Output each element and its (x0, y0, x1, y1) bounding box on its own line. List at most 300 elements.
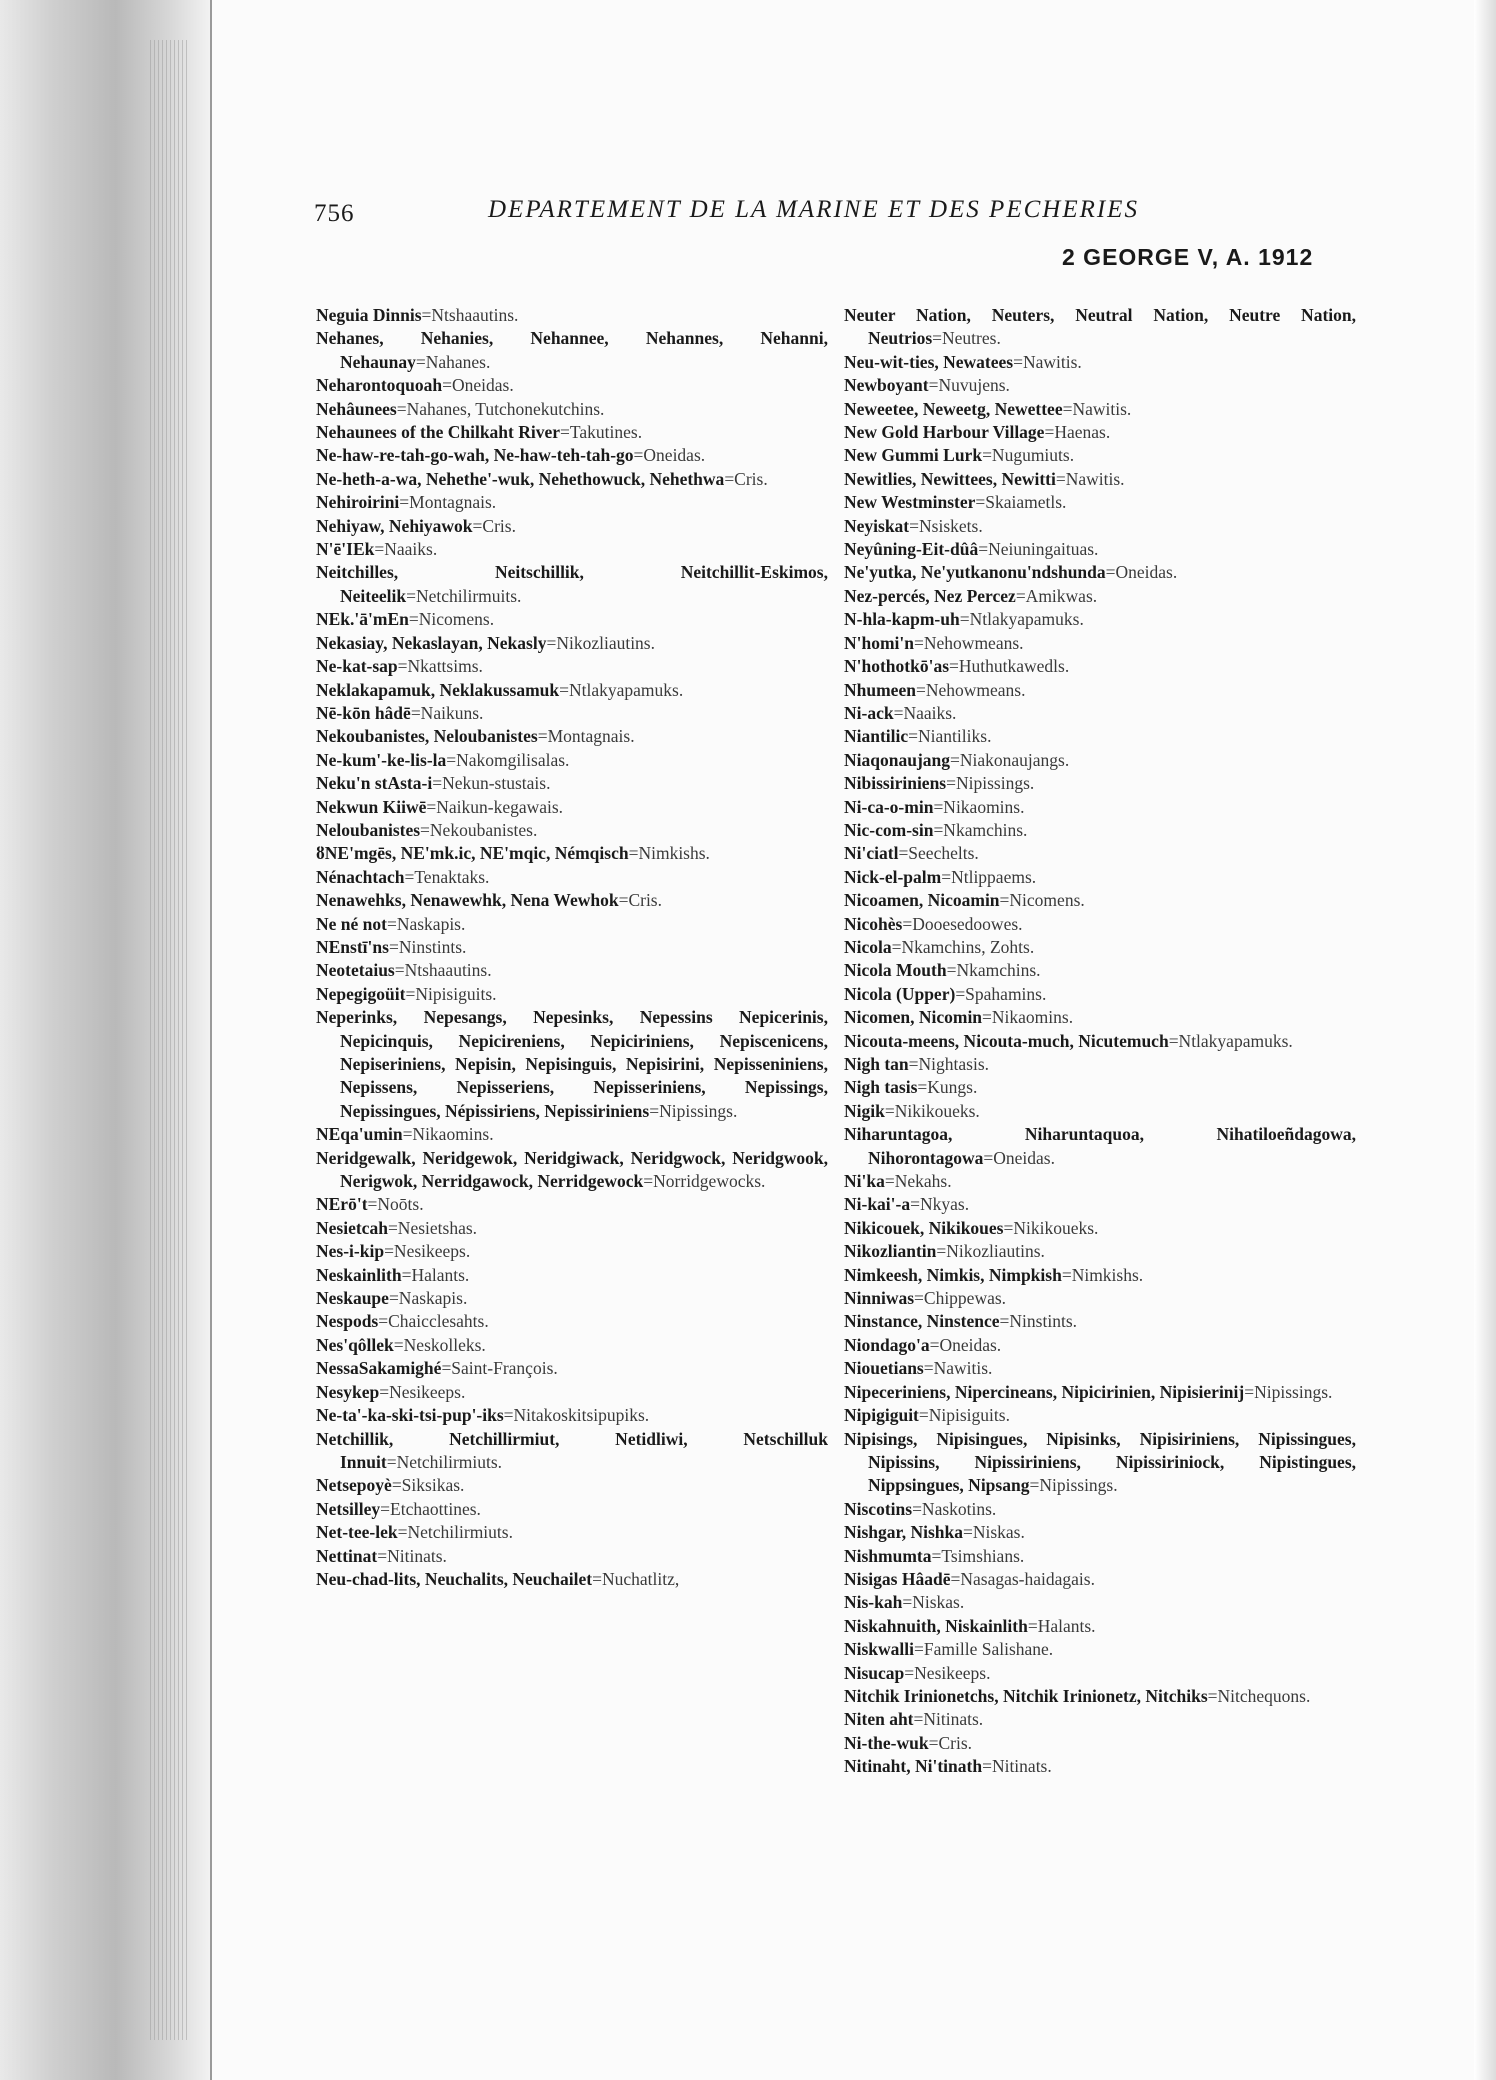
index-entry (844, 1240, 1356, 1263)
index-entry (844, 1053, 1356, 1076)
index-entry (844, 702, 1356, 725)
entry-headword: Niaqonaujang (844, 749, 951, 770)
entry-headword: Neridgewalk, Neridgewok, Neridgiwack, Neridgwock, Neridgwook, Nerigwok, Nerridgawock, Nerridgewock (316, 1147, 828, 1192)
entry-headword: Neperinks, Nepesangs, Nepesinks, Nepessins Nepicerinis, Nepicinquis, Nepicireniens, Nepiciriniens, Nepiscenicens, Nepiseriniens, Nepisin, Nepisinguis, Nepisirini, Nepisseniniens, Nepissens, Nepisseriens, Nepisseriniens, Nepissings, Nepissingues, Népissiriens, Nepissiriniens (316, 1007, 828, 1121)
entry-headword: Ninniwas (844, 1288, 915, 1309)
entry-headword: Nespods (316, 1311, 379, 1332)
entry-headword: Niouetians (844, 1358, 924, 1379)
entry-headword: Neloubanistes (316, 819, 421, 840)
index-entry (316, 1147, 828, 1194)
entry-equivalent: =Niskas. (902, 1592, 965, 1613)
index-entry (316, 327, 828, 374)
entry-equivalent: =Naikun-kegawais. (426, 796, 564, 817)
entry-equivalent: =Nightasis. (908, 1054, 990, 1074)
entry-headword: Ni'ka (844, 1171, 885, 1192)
index-entry (316, 608, 828, 631)
entry-equivalent: =Niantiliks. (908, 726, 992, 747)
entry-headword: Neguia Dinnis (316, 305, 422, 325)
entry-equivalent: =Nipissings. (1244, 1381, 1333, 1402)
entry-equivalent: =Haenas. (1044, 422, 1111, 443)
index-entry (316, 749, 828, 772)
entry-equivalent: =Nitinats. (982, 1756, 1052, 1777)
entry-equivalent: =Naaiks. (893, 702, 957, 723)
entry-equivalent: =Nimkishs. (628, 843, 710, 864)
entry-headword: Niscotins (844, 1498, 913, 1519)
index-entry (844, 351, 1356, 374)
index-entry (844, 1170, 1356, 1193)
entry-equivalent: =Niskas. (962, 1522, 1025, 1543)
entry-headword: Ni-kai'-a (844, 1194, 911, 1215)
entry-equivalent: =Nsiskets. (909, 515, 983, 536)
index-entry (844, 1006, 1356, 1029)
index-entry (844, 444, 1356, 467)
entry-equivalent: =Niakonaujangs. (950, 749, 1070, 770)
entry-headword: Niskwalli (844, 1639, 915, 1660)
entry-equivalent: =Ntlakyapamuks. (559, 679, 684, 700)
entry-equivalent: =Naskapis. (386, 913, 466, 934)
index-entry (316, 866, 828, 889)
entry-headword: NEk.'ā'mEn (316, 609, 409, 630)
index-entry (844, 1545, 1356, 1568)
index-entry (844, 959, 1356, 982)
entry-equivalent: =Nikikoueks. (884, 1100, 980, 1121)
entry-headword: Nimkeesh, Nimkis, Nimpkish (844, 1264, 1062, 1285)
entry-headword: Nehâunees (316, 398, 397, 419)
index-entry (844, 1404, 1356, 1427)
entry-equivalent: =Nikaomins. (933, 796, 1025, 817)
entry-headword: N'ē'IEk (316, 539, 375, 560)
index-entry (844, 983, 1356, 1006)
entry-headword: Nis-kah (844, 1592, 903, 1613)
entry-equivalent: =Nkattsims. (397, 656, 483, 677)
entry-headword: Netsepoyè (316, 1475, 392, 1496)
entry-headword: Nigh tasis (844, 1077, 918, 1098)
entry-headword: New Westminster (844, 492, 976, 513)
index-entry (844, 1264, 1356, 1287)
index-entry (316, 561, 828, 608)
entry-headword: Ne né not (316, 913, 387, 934)
entry-headword: Neotetaius (316, 960, 395, 981)
index-entry (316, 1545, 828, 1568)
index-entry (844, 608, 1356, 631)
entry-equivalent: =Neutres. (932, 328, 1001, 349)
entry-equivalent: =Halants. (1027, 1615, 1096, 1636)
entry-headword: Nehaunees of the Chilkaht River (316, 422, 561, 443)
index-entry (844, 1310, 1356, 1333)
entry-headword: Nishgar, Nishka (844, 1522, 963, 1543)
index-entry (844, 1521, 1356, 1544)
index-entry (316, 304, 828, 327)
index-entry (844, 1428, 1356, 1498)
index-entry (844, 749, 1356, 772)
index-entry (316, 702, 828, 725)
entry-headword: Nitinaht, Ni'tinath (844, 1756, 983, 1777)
entry-headword: Nes-i-kip (316, 1241, 385, 1262)
entry-headword: Nicola (Upper) (844, 983, 956, 1004)
entry-headword: Nicola Mouth (844, 960, 947, 981)
entry-equivalent: =Neskolleks. (393, 1334, 486, 1355)
entry-equivalent: =Nuchatlitz, (592, 1568, 680, 1589)
entry-headword: ȣNE'mgēs, NE'mk.ic, NE'mqic, Némqisch (316, 843, 629, 864)
right-column (844, 304, 1356, 1779)
entry-equivalent: =Cris. (928, 1732, 973, 1753)
entry-headword: Ne-haw-re-tah-go-wah, Ne-haw-teh-tah-go (316, 445, 634, 466)
entry-equivalent: =Seechelts. (898, 843, 979, 864)
entry-headword: NEnstī'ns (316, 936, 389, 957)
index-entry (316, 421, 828, 444)
entry-headword: Nettinat (316, 1545, 378, 1566)
entry-equivalent: =Ntshaautins. (394, 960, 492, 981)
entry-headword: Nisucap (844, 1662, 905, 1683)
entry-equivalent: =Nekoubanistes. (420, 819, 538, 840)
index-entry (316, 819, 828, 842)
index-entry (844, 889, 1356, 912)
entry-equivalent: =Nawitis. (923, 1358, 993, 1379)
entry-equivalent: =Nuvujens. (928, 375, 1010, 396)
entry-equivalent: =Chaicclesahts. (378, 1311, 489, 1332)
entry-headword: Ne'yutka, Ne'yutkanonu'ndshunda (844, 562, 1106, 583)
entry-headword: Nehiyaw, Nehiyawok (316, 515, 473, 536)
entry-equivalent: =Nakomgilisalas. (446, 749, 570, 770)
entry-equivalent: =Netchilirmiuts. (397, 1522, 513, 1543)
entry-headword: Neskaupe (316, 1288, 389, 1309)
entry-headword: Nénachtach (316, 866, 405, 887)
entry-equivalent: =Nesikeeps. (384, 1241, 471, 1262)
entry-equivalent: =Spahamins. (955, 983, 1047, 1004)
entry-headword: Ne-ta'-ka-ski-tsi-pup'-iks (316, 1405, 504, 1426)
book-page-edge (0, 0, 212, 2080)
entry-equivalent: =Montagnais. (537, 726, 635, 747)
index-entry (844, 913, 1356, 936)
index-entry (316, 398, 828, 421)
entry-equivalent: =Nikikoueks. (1003, 1217, 1099, 1238)
entry-equivalent: =Ntlakyapamuks. (1168, 1030, 1293, 1051)
index-entry (316, 1217, 828, 1240)
index-entry (844, 1287, 1356, 1310)
entry-equivalent: =Oneidas. (983, 1147, 1055, 1168)
entry-headword: Nigik (844, 1100, 885, 1121)
entry-headword: Ninstance, Ninstence (844, 1311, 1000, 1332)
entry-headword: N'homi'n (844, 632, 915, 653)
index-entry (316, 889, 828, 912)
index-entry (844, 725, 1356, 748)
entry-headword: Ne-kat-sap (316, 656, 398, 677)
entry-equivalent: =Ninstints. (388, 936, 467, 957)
entry-headword: Newboyant (844, 375, 929, 396)
index-entry (316, 679, 828, 702)
entry-equivalent: =Nahanes. (415, 351, 491, 372)
index-entry (844, 585, 1356, 608)
entry-equivalent: =Nawitis. (1055, 468, 1125, 489)
index-entry (844, 655, 1356, 678)
index-entry (316, 959, 828, 982)
entry-headword: Nehiroirini (316, 492, 400, 513)
entry-equivalent: =Neiuningaituas. (978, 539, 1099, 560)
entry-equivalent: =Nikaomins. (402, 1124, 494, 1145)
entry-equivalent: =Montagnais. (399, 492, 497, 513)
entry-equivalent: =Nimkishs. (1061, 1264, 1144, 1285)
entry-headword: Neu-wit-ties, Newatees (844, 351, 1014, 372)
entry-equivalent: =Nipissings. (946, 773, 1035, 794)
entry-headword: Neklakapamuk, Neklakussamuk (316, 679, 560, 700)
index-entry (844, 1591, 1356, 1614)
index-entry (316, 725, 828, 748)
entry-equivalent: =Nehowmeans. (914, 632, 1024, 653)
entry-equivalent: =Nehowmeans. (915, 679, 1026, 700)
index-entry (316, 936, 828, 959)
index-entry (844, 772, 1356, 795)
index-entry (316, 1240, 828, 1263)
index-entry (316, 1357, 828, 1380)
entry-headword: Neyiskat (844, 515, 910, 536)
entry-equivalent: =Nekun-stustais. (432, 773, 551, 794)
entry-headword: Newitlies, Newittees, Newitti (844, 468, 1056, 489)
entry-headword: Nes'qôllek (316, 1334, 394, 1355)
index-entry (316, 1521, 828, 1544)
entry-headword: Nipigiguit (844, 1405, 919, 1426)
index-entry (316, 632, 828, 655)
index-entry (844, 1357, 1356, 1380)
index-entry (844, 866, 1356, 889)
entry-equivalent: =Ntlippaems. (941, 866, 1037, 887)
entry-equivalent: =Cris. (472, 515, 516, 536)
index-entry (844, 468, 1356, 491)
entry-headword: Nic-com-sin (844, 819, 934, 840)
entry-headword: Nigh tan (844, 1054, 909, 1074)
entry-equivalent: =Nitinats. (377, 1545, 447, 1566)
entry-headword: Nicola (844, 936, 892, 957)
index-entry (316, 1193, 828, 1216)
entry-equivalent: =Netchilirmuits. (406, 585, 522, 606)
index-entry (844, 1732, 1356, 1755)
entry-headword: Nesykep (316, 1381, 380, 1402)
entry-equivalent: =Nkamchins. (933, 819, 1028, 840)
entry-headword: Neharontoquoah (316, 375, 443, 396)
entry-headword: Niskahnuith, Niskainlith (844, 1615, 1028, 1636)
index-entry (316, 491, 828, 514)
entry-headword: Neskainlith (316, 1264, 402, 1285)
index-entry (844, 374, 1356, 397)
index-entry (844, 1381, 1356, 1404)
entry-headword: Nick-el-palm (844, 866, 942, 887)
index-entry (844, 1123, 1356, 1170)
entry-equivalent: =Nicomens. (408, 609, 495, 630)
entry-headword: Nesietcah (316, 1217, 388, 1238)
entry-headword: N-hla-kapm-uh (844, 609, 960, 630)
index-entry (844, 1755, 1356, 1778)
index-entry (844, 1662, 1356, 1685)
index-entry (316, 1123, 828, 1146)
entry-headword: Neku'n stAsta-i (316, 773, 433, 794)
entry-headword: Nepegigoüit (316, 983, 406, 1004)
index-entry (844, 304, 1356, 351)
entry-equivalent: =Nekahs. (884, 1171, 952, 1192)
entry-equivalent: =Dooesedoowes. (902, 913, 1023, 934)
index-entry (844, 1685, 1356, 1708)
entry-headword: Nicomen, Nicomin (844, 1007, 983, 1028)
entry-equivalent: =Nitakoskitsipupiks. (503, 1405, 650, 1426)
entry-equivalent: =Nasagas-haidagais. (950, 1568, 1095, 1589)
index-entry (844, 1100, 1356, 1123)
entry-equivalent: =Nesikeeps. (904, 1662, 991, 1683)
index-entry (844, 842, 1356, 865)
entry-equivalent: =Chippewas. (914, 1288, 1007, 1309)
entry-equivalent: =Nkamchins. (946, 960, 1041, 981)
index-entry (316, 1310, 828, 1333)
index-entry (316, 1498, 828, 1521)
entry-equivalent: =Naaiks. (374, 539, 438, 560)
entry-headword: Netsilley (316, 1498, 381, 1519)
entry-equivalent: =Nesikeeps. (379, 1381, 466, 1402)
index-entry (844, 515, 1356, 538)
entry-equivalent: =Cris. (618, 890, 662, 911)
entry-headword: Nicouta-meens, Nicouta-much, Nicutemuch (844, 1030, 1169, 1051)
entry-headword: Nekwun Kiiwē (316, 796, 427, 817)
entry-headword: Niondago'a (844, 1334, 930, 1355)
entry-equivalent: =Nikaomins. (982, 1007, 1074, 1028)
index-entry (844, 1498, 1356, 1521)
entry-equivalent: =Nipissings. (1029, 1475, 1118, 1496)
index-entry (844, 1638, 1356, 1661)
entry-headword: Nisigas Hâadē (844, 1568, 951, 1589)
entry-equivalent: =Cris. (724, 468, 768, 489)
entry-equivalent: =Noōts. (367, 1194, 424, 1215)
entry-equivalent: =Nikozliautins. (546, 632, 655, 653)
entry-headword: Nenawehks, Nenawewhk, Nena Wewhok (316, 890, 619, 911)
page-number: 756 (314, 200, 355, 227)
index-entry (316, 1381, 828, 1404)
entry-headword: New Gummi Lurk (844, 445, 983, 466)
index-entry (844, 1568, 1356, 1591)
entry-equivalent: =Ninstints. (999, 1311, 1077, 1332)
entry-equivalent: =Huthutkawedls. (949, 656, 1070, 677)
entry-equivalent: =Etchaottines. (380, 1498, 481, 1519)
entry-equivalent: =Oneidas. (1105, 562, 1178, 583)
index-entry (844, 491, 1356, 514)
entry-headword: N'hothotkō'as (844, 656, 950, 677)
index-entry (844, 561, 1356, 584)
entry-headword: Netchillik, Netchillirmiut, Netidliwi, Netschilluk Innuit (316, 1428, 828, 1472)
index-entry (844, 1334, 1356, 1357)
index-entry (316, 1474, 828, 1497)
entry-equivalent: =Kungs. (917, 1077, 978, 1098)
index-entry (316, 515, 828, 538)
entry-headword: Ni'ciatl (844, 843, 899, 864)
entry-equivalent: =Nitchequons. (1207, 1685, 1311, 1706)
entry-equivalent: =Skaiametls. (975, 492, 1067, 513)
index-entry (316, 1006, 828, 1123)
entry-headword: Nez-percés, Nez Percez (844, 585, 1016, 606)
entry-equivalent: =Siksikas. (391, 1475, 465, 1496)
entry-headword: Niten aht (844, 1709, 914, 1730)
entry-headword: Niharuntagoa, Niharuntaquoa, Nihatiloeñdagowa, Nihorontagowa (844, 1124, 1356, 1168)
index-entry (316, 655, 828, 678)
index-entry (844, 632, 1356, 655)
entry-equivalent: =Nkyas. (910, 1194, 970, 1215)
index-entry (844, 796, 1356, 819)
index-entry (316, 1264, 828, 1287)
entry-equivalent: =Nikozliautins. (936, 1241, 1045, 1262)
entry-headword: Ne-kum'-ke-lis-la (316, 749, 447, 770)
entry-headword: Nibissiriniens (844, 773, 947, 794)
index-entry (316, 468, 828, 491)
index-entry (844, 1217, 1356, 1240)
entry-equivalent: =Ntshaautins. (421, 305, 519, 325)
page-right-edge (1474, 0, 1496, 2080)
entry-headword: Nehanes, Nehanies, Nehannee, Nehannes, Nehanni, Nehaunay (316, 328, 828, 372)
entry-headword: Nikicouek, Nikikoues (844, 1217, 1004, 1238)
entry-headword: Nē-kōn hâdē (316, 702, 411, 723)
index-entry (844, 679, 1356, 702)
index-entry (844, 421, 1356, 444)
entry-headword: NEqa'umin (316, 1124, 403, 1145)
session-reference: 2 GEORGE V, A. 1912 (1062, 244, 1314, 270)
entry-equivalent: =Naikuns. (410, 702, 484, 723)
entry-equivalent: =Takutines. (560, 422, 643, 443)
entry-equivalent: =Famille Salishane. (914, 1639, 1054, 1660)
index-entry (316, 772, 828, 795)
entry-equivalent: =Nitinats. (913, 1709, 984, 1730)
index-entry (316, 374, 828, 397)
index-entry (844, 538, 1356, 561)
entry-equivalent: =Nawitis. (1062, 398, 1132, 419)
index-entry (844, 398, 1356, 421)
entry-equivalent: =Norridgewocks. (643, 1171, 766, 1192)
entry-equivalent: =Nicomens. (999, 890, 1085, 911)
index-entry (316, 1287, 828, 1310)
entry-headword: Nhumeen (844, 679, 916, 700)
entry-headword: Neuter Nation, Neuters, Neutral Nation, Neutre Nation, Neutrios (844, 305, 1356, 349)
entry-equivalent: =Tsimshians. (931, 1545, 1025, 1566)
entry-headword: Nekoubanistes, Neloubanistes (316, 726, 538, 747)
entry-equivalent: =Nipisiguits. (918, 1405, 1010, 1426)
index-entry (316, 444, 828, 467)
entry-headword: Neweetee, Neweetg, Newettee (844, 398, 1063, 419)
entry-headword: Neitchilles, Neitschillik, Neitchillit-Eskimos, Neiteelik (316, 562, 828, 606)
entry-equivalent: =Oneidas. (633, 445, 706, 466)
entry-headword: Nicoamen, Nicoamin (844, 890, 1000, 911)
index-entry (844, 819, 1356, 842)
entry-equivalent: =Halants. (401, 1264, 470, 1285)
entry-equivalent: =Ntlakyapamuks. (959, 609, 1084, 630)
left-column (316, 304, 828, 1591)
index-entry (316, 1334, 828, 1357)
entry-equivalent: =Naskapis. (388, 1288, 468, 1309)
running-head: DEPARTEMENT DE LA MARINE ET DES PECHERIES (488, 196, 1139, 223)
entry-equivalent: =Nipissings. (649, 1100, 738, 1121)
entry-headword: NessaSakamighé (316, 1358, 442, 1379)
index-entry (844, 1076, 1356, 1099)
entry-headword: Neu-chad-lits, Neuchalits, Neuchailet (316, 1568, 593, 1589)
entry-headword: Niantilic (844, 726, 909, 747)
index-entry (316, 983, 828, 1006)
entry-equivalent: =Nugumiuts. (982, 445, 1075, 466)
entry-equivalent: =Tenaktaks. (404, 866, 490, 887)
index-entry (316, 913, 828, 936)
entry-headword: Ni-the-wuk (844, 1732, 929, 1753)
entry-headword: Nipisings, Nipisingues, Nipisinks, Nipisiriniens, Nipissingues, Nipissins, Nipissiriniens, Nipissiriniock, Nipistingues, Nippsingues, Nipsang (844, 1428, 1356, 1496)
entry-equivalent: =Oneidas. (929, 1334, 1002, 1355)
entry-equivalent: =Nesietshas. (387, 1217, 478, 1238)
index-entry (316, 796, 828, 819)
index-entry (844, 1615, 1356, 1638)
entry-headword: Nekasiay, Nekaslayan, Nekasly (316, 632, 547, 653)
index-entry (316, 1404, 828, 1427)
entry-equivalent: =Nawitis. (1013, 351, 1082, 372)
entry-equivalent: =Nipisiguits. (405, 983, 497, 1004)
index-entry (844, 1193, 1356, 1216)
entry-equivalent: =Naskotins. (912, 1498, 997, 1519)
